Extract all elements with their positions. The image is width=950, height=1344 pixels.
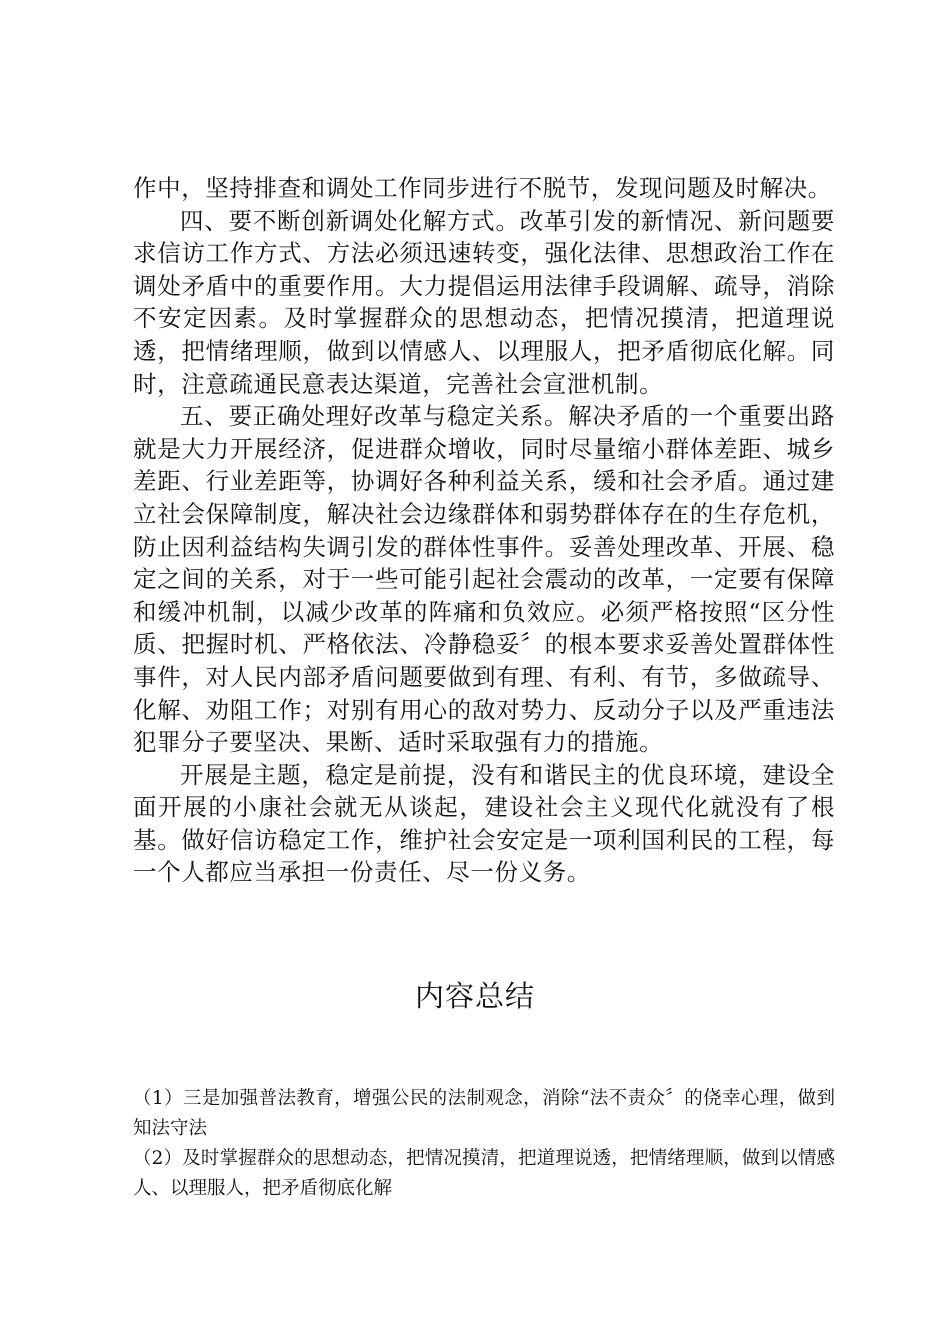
paragraph-continuation: 作中，坚持排查和调处工作同步进行不脱节，发现问题及时解决。 xyxy=(133,174,832,202)
summary-title: 内容总结 xyxy=(414,979,535,1013)
paragraph-conclusion: 开展是主题，稳定是前提，没有和谐民主的优良环境，建设全面开展的小康社会就无从谈起，建设社会主义现代化就没有了根基。做好信访稳定工作，维护社会安定是一项利国利民的工程，每一个人都应当承担一份责任、尽一份义务。 xyxy=(133,760,835,887)
summary-item: （1）三是加强普法教育，增强公民的法制观念，消除“法不责众〞的侥幸心理，做到知法守法 xyxy=(133,1088,835,1139)
summary-item: （2）及时掌握群众的思想动态，把情况摸清，把道理说透，把情绪理顺，做到以情感人、以理服人，把矛盾彻底化解 xyxy=(133,1148,835,1199)
document-body xyxy=(133,172,835,889)
paragraph-section-five: 五、要正确处理好改革与稳定关系。解决矛盾的一个重要出路就是大力开展经济，促进群众增收，同时尽量缩小群体差距、城乡差距、行业差距等，协调好各种利益关系，缓和社会矛盾。通过建立社会保障制度，解决社会边缘群体和弱势群体存在的生存危机，防止因利益结构失调引发的群体性事件。妥善处理改革、开展、稳定之间的关系，对于一些可能引起社会震动的改革，一定要有保障和缓冲机制，以减少改革的阵痛和负效应。必须严格按照“区分性质、把握时机、严格依法、冷静稳妥〞的根本要求妥善处置群体性事件，对人民内部矛盾问题要做到有理、有利、有节，多做疏导、化解、劝阻工作；对别有用心的敌对势力、反动分子以及严重违法犯罪分子要坚决、果断、适时采取强有力的措施。 xyxy=(133,402,835,757)
paragraph-section-four: 四、要不断创新调处化解方式。改革引发的新情况、新问题要求信访工作方式、方法必须迅速转变，强化法律、思想政治工作在调处矛盾中的重要作用。大力提倡运用法律手段调解、疏导，消除不安定因素。及时掌握群众的思想动态，把情况摸清，把道理说透，把情绪理顺，做到以情感人、以理服人，把矛盾彻底化解。同时，注意疏通民意表达渠道，完善社会宣泄机制。 xyxy=(133,206,835,398)
summary-list xyxy=(133,1084,835,1204)
